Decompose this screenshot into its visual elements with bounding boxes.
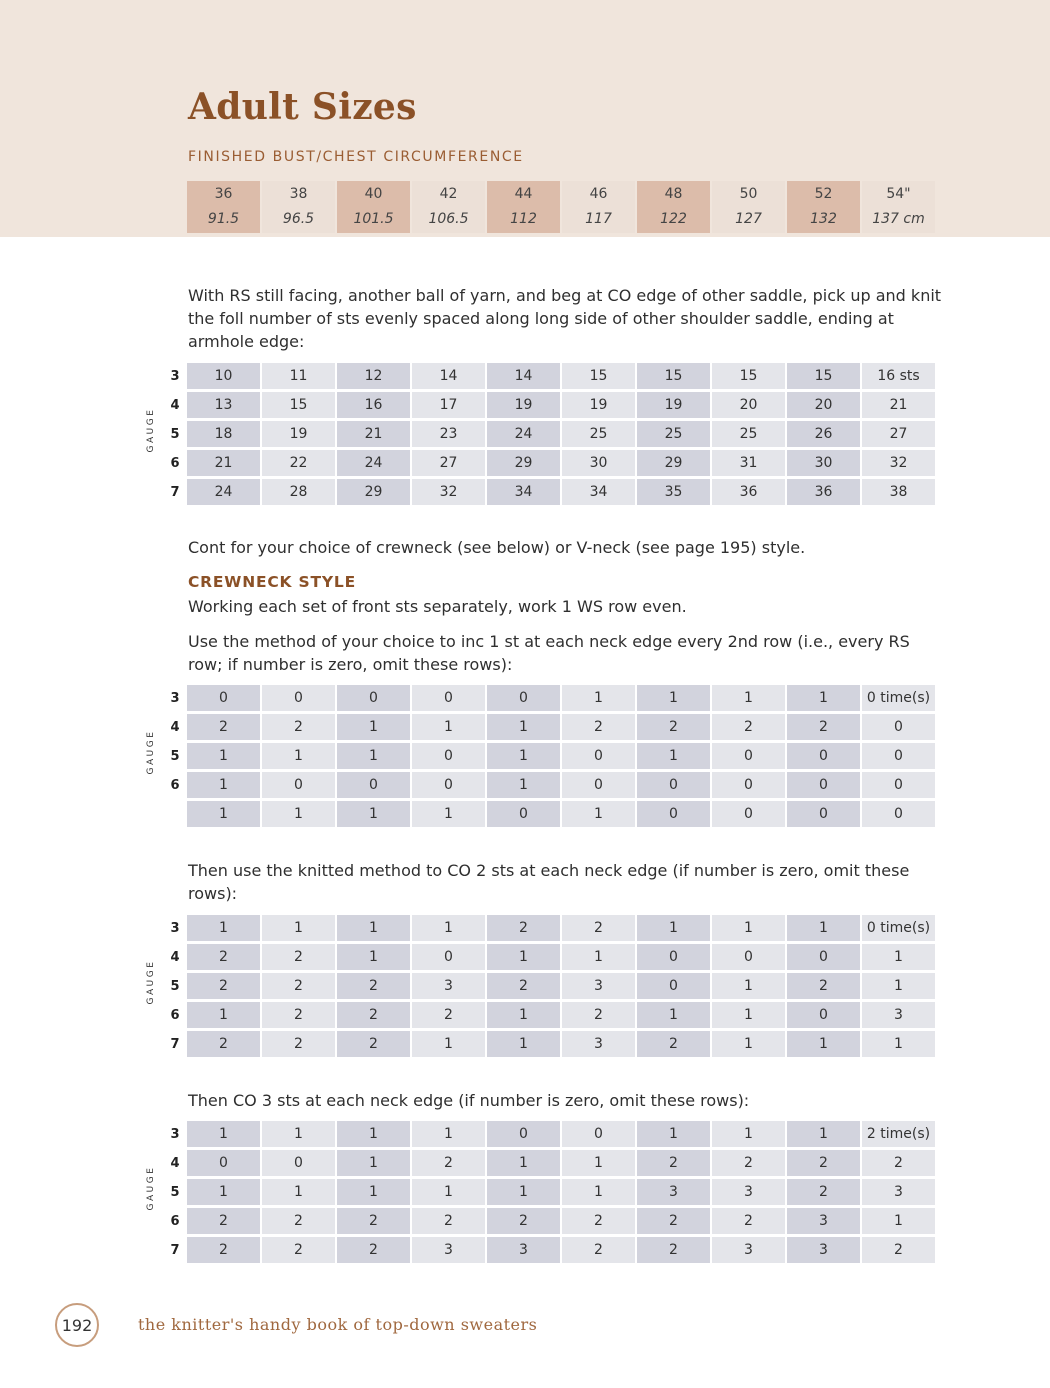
table-cell: 1 xyxy=(262,743,335,769)
gauge-row-label: 5 xyxy=(170,426,180,442)
table-cell: 3 xyxy=(562,973,635,999)
table-cell: 1 xyxy=(637,1002,710,1028)
table-cell: 3 xyxy=(712,1179,785,1205)
table-cell: 2 xyxy=(187,1031,260,1057)
table-cell: 1 xyxy=(787,915,860,941)
table-cell: 15 xyxy=(787,363,860,389)
table-cell: 1 xyxy=(412,801,485,827)
gauge-row-label: 4 xyxy=(170,949,180,965)
size-cell xyxy=(412,181,485,233)
gauge-row-label: 6 xyxy=(170,777,180,793)
size-cm: 122 xyxy=(660,211,687,227)
table-row xyxy=(165,973,935,999)
gauge-row-label: 3 xyxy=(170,1126,180,1142)
instruction-pickup: With RS still facing, another ball of yarn, and beg at CO edge of other saddle, pick up and knit the foll number of sts evenly spaced along long side of other shoulder saddle, ending at armhole edge: xyxy=(188,286,942,351)
gauge-row-label: 5 xyxy=(170,978,180,994)
table-cell: 0 xyxy=(337,685,410,711)
gauge-row-label: 6 xyxy=(170,1007,180,1023)
table-cell: 0 xyxy=(487,801,560,827)
table-cell: 15 xyxy=(712,363,785,389)
table-cell: 22 xyxy=(262,450,335,476)
gauge-row-label: 4 xyxy=(170,719,180,735)
table-cell: 3 xyxy=(412,1237,485,1263)
table-cell: 3 xyxy=(787,1237,860,1263)
table-cell: 0 xyxy=(187,1150,260,1176)
table-cell: 2 xyxy=(712,714,785,740)
table-cell: 1 xyxy=(412,1031,485,1057)
table-cell: 0 xyxy=(712,944,785,970)
table-cell: 36 xyxy=(787,479,860,505)
gauge-row-label: 5 xyxy=(170,1184,180,1200)
table-cell: 1 xyxy=(187,915,260,941)
table-cell: 3 xyxy=(862,1002,935,1028)
gauge-label: GAUGE xyxy=(146,407,156,453)
table-cell: 13 xyxy=(187,392,260,418)
table-cell: 2 xyxy=(412,1002,485,1028)
table-cell: 2 xyxy=(187,1208,260,1234)
table-cell: 2 xyxy=(262,714,335,740)
table-cell: 19 xyxy=(487,392,560,418)
gauge-label: GAUGE xyxy=(146,959,156,1005)
table-cell: 2 xyxy=(562,1237,635,1263)
gauge-table-inc xyxy=(163,682,937,830)
book-title: the knitter's handy book of top-down sweaters xyxy=(138,1315,538,1334)
table-cell: 1 xyxy=(562,1179,635,1205)
page-number xyxy=(55,1303,99,1347)
table-cell: 1 xyxy=(562,685,635,711)
table-cell: 2 xyxy=(712,1208,785,1234)
table-cell: 2 xyxy=(562,1208,635,1234)
gauge-row-label: 6 xyxy=(170,455,180,471)
table-cell: 2 xyxy=(637,1208,710,1234)
gauge-row-label: 3 xyxy=(170,920,180,936)
table-row xyxy=(165,1002,935,1028)
table-cell: 1 xyxy=(337,944,410,970)
size-inches: 42 xyxy=(439,186,458,202)
size-cm: 127 xyxy=(735,211,762,227)
table-row xyxy=(165,915,935,941)
table-cell: 34 xyxy=(562,479,635,505)
table-cell: 2 xyxy=(562,714,635,740)
table-cell: 27 xyxy=(862,421,935,447)
gauge-table-pickup xyxy=(163,360,937,508)
table-row xyxy=(165,685,935,711)
table-row xyxy=(165,1237,935,1263)
table-cell: 1 xyxy=(787,1031,860,1057)
size-cm: 117 xyxy=(585,211,612,227)
table-cell: 2 xyxy=(787,1150,860,1176)
gauge-row-label: 5 xyxy=(170,748,180,764)
size-inches: 44 xyxy=(514,186,533,202)
table-cell: 1 xyxy=(337,714,410,740)
size-cm: 137 cm xyxy=(872,211,925,227)
table-cell: 1 xyxy=(412,1179,485,1205)
table-cell: 1 xyxy=(562,801,635,827)
table-cell: 1 xyxy=(187,772,260,798)
table-cell: 16 sts xyxy=(862,363,935,389)
table-row xyxy=(165,479,935,505)
table-cell: 1 xyxy=(262,1179,335,1205)
size-inches: 40 xyxy=(364,186,383,202)
table-cell: 2 xyxy=(637,1237,710,1263)
table-cell: 15 xyxy=(262,392,335,418)
table-cell: 0 xyxy=(262,772,335,798)
table-cell: 0 time(s) xyxy=(862,915,935,941)
table-cell: 0 xyxy=(712,743,785,769)
table-row xyxy=(165,801,935,827)
table-cell: 1 xyxy=(187,801,260,827)
size-cell xyxy=(862,181,935,233)
table-cell: 1 xyxy=(787,685,860,711)
size-inches: 36 xyxy=(214,186,233,202)
gauge-row-label: 3 xyxy=(170,690,180,706)
table-cell: 1 xyxy=(862,1208,935,1234)
table-cell: 0 xyxy=(337,772,410,798)
table-cell: 1 xyxy=(862,1031,935,1057)
table-cell: 1 xyxy=(712,1002,785,1028)
table-cell: 1 xyxy=(637,743,710,769)
table-cell: 1 xyxy=(337,801,410,827)
table-cell: 2 xyxy=(262,1002,335,1028)
table-cell: 1 xyxy=(187,743,260,769)
table-row xyxy=(165,1208,935,1234)
table-cell: 3 xyxy=(412,973,485,999)
table-cell: 19 xyxy=(637,392,710,418)
table-cell: 1 xyxy=(487,772,560,798)
gauge-row-label: 7 xyxy=(170,1242,180,1258)
instruction-co3: Then CO 3 sts at each neck edge (if number is zero, omit these rows): xyxy=(188,1091,750,1110)
table-cell: 3 xyxy=(487,1237,560,1263)
size-table xyxy=(185,181,937,233)
table-cell: 2 xyxy=(262,1208,335,1234)
table-cell: 2 xyxy=(187,714,260,740)
size-inches: 54" xyxy=(886,186,911,202)
size-inches: 46 xyxy=(589,186,608,202)
table-row xyxy=(165,450,935,476)
table-cell: 2 xyxy=(262,944,335,970)
table-cell: 0 xyxy=(787,1002,860,1028)
gauge-row-label: 7 xyxy=(170,484,180,500)
table-cell: 28 xyxy=(262,479,335,505)
table-row xyxy=(165,363,935,389)
table-cell: 2 xyxy=(787,714,860,740)
table-cell: 15 xyxy=(562,363,635,389)
table-cell: 0 xyxy=(787,801,860,827)
table-cell: 0 xyxy=(487,1121,560,1147)
table-cell: 34 xyxy=(487,479,560,505)
table-row xyxy=(165,1179,935,1205)
size-cell xyxy=(712,181,785,233)
size-cell xyxy=(787,181,860,233)
page-number-text: 192 xyxy=(61,1315,93,1335)
table-cell: 2 xyxy=(637,714,710,740)
table-cell: 2 xyxy=(862,1150,935,1176)
table-cell: 1 xyxy=(337,915,410,941)
table-cell: 0 time(s) xyxy=(862,685,935,711)
table-cell: 1 xyxy=(412,1121,485,1147)
size-cell xyxy=(637,181,710,233)
table-cell: 19 xyxy=(562,392,635,418)
table-cell: 1 xyxy=(487,1031,560,1057)
size-inches: 48 xyxy=(664,186,683,202)
crewneck-heading: CREWNECK STYLE xyxy=(188,573,356,591)
size-cm: 96.5 xyxy=(282,211,315,227)
table-cell: 3 xyxy=(862,1179,935,1205)
table-cell: 1 xyxy=(562,944,635,970)
table-cell: 21 xyxy=(862,392,935,418)
table-cell: 14 xyxy=(412,363,485,389)
table-cell: 0 xyxy=(787,772,860,798)
table-cell: 2 xyxy=(787,1179,860,1205)
table-cell: 0 xyxy=(862,743,935,769)
table-cell: 2 xyxy=(337,1002,410,1028)
table-cell: 29 xyxy=(487,450,560,476)
table-cell: 2 xyxy=(337,1031,410,1057)
table-cell: 26 xyxy=(787,421,860,447)
table-row xyxy=(165,743,935,769)
instruction-ws-row: Working each set of front sts separately, work 1 WS row even. xyxy=(188,597,687,616)
table-cell: 0 xyxy=(412,685,485,711)
table-cell: 2 xyxy=(562,915,635,941)
table-cell: 1 xyxy=(337,1150,410,1176)
gauge-table-co3 xyxy=(163,1118,937,1266)
table-cell: 3 xyxy=(562,1031,635,1057)
table-cell: 1 xyxy=(262,801,335,827)
table-cell: 2 xyxy=(712,1150,785,1176)
table-cell: 2 xyxy=(862,1237,935,1263)
size-subtitle: FINISHED BUST/CHEST CIRCUMFERENCE xyxy=(188,149,524,165)
size-cm: 101.5 xyxy=(353,211,394,227)
size-cm: 91.5 xyxy=(207,211,240,227)
table-cell: 1 xyxy=(712,915,785,941)
table-cell: 0 xyxy=(562,772,635,798)
table-cell: 1 xyxy=(787,1121,860,1147)
table-cell: 1 xyxy=(487,714,560,740)
table-cell: 2 xyxy=(412,1208,485,1234)
table-cell: 2 xyxy=(487,973,560,999)
table-cell: 1 xyxy=(262,1121,335,1147)
table-cell: 0 xyxy=(562,1121,635,1147)
table-cell: 0 xyxy=(562,743,635,769)
table-row xyxy=(165,1150,935,1176)
table-cell: 3 xyxy=(787,1208,860,1234)
gauge-row-label: 7 xyxy=(170,1036,180,1052)
table-cell: 1 xyxy=(337,743,410,769)
instruction-co2: Then use the knitted method to CO 2 sts at each neck edge (if number is zero, omit these rows): xyxy=(188,861,910,903)
size-inches: 38 xyxy=(289,186,308,202)
table-cell: 1 xyxy=(487,743,560,769)
table-cell: 1 xyxy=(637,685,710,711)
table-cell: 16 xyxy=(337,392,410,418)
table-cell: 25 xyxy=(712,421,785,447)
table-cell: 2 xyxy=(787,973,860,999)
size-inches: 52 xyxy=(814,186,833,202)
table-cell: 0 xyxy=(787,743,860,769)
table-cell: 15 xyxy=(637,363,710,389)
size-cm: 112 xyxy=(510,211,537,227)
table-cell: 2 xyxy=(562,1002,635,1028)
table-cell: 25 xyxy=(562,421,635,447)
table-cell: 1 xyxy=(487,944,560,970)
table-cell: 38 xyxy=(862,479,935,505)
table-cell: 2 xyxy=(487,915,560,941)
table-cell: 2 xyxy=(262,1237,335,1263)
gauge-row-label xyxy=(165,801,185,827)
table-cell: 2 xyxy=(262,973,335,999)
table-cell: 32 xyxy=(862,450,935,476)
table-cell: 1 xyxy=(187,1121,260,1147)
page-title: Adult Sizes xyxy=(188,86,417,128)
table-cell: 1 xyxy=(337,1179,410,1205)
table-cell: 1 xyxy=(562,1150,635,1176)
table-cell: 14 xyxy=(487,363,560,389)
table-cell: 1 xyxy=(862,944,935,970)
table-cell: 24 xyxy=(337,450,410,476)
table-cell: 23 xyxy=(412,421,485,447)
table-row xyxy=(165,714,935,740)
table-cell: 1 xyxy=(487,1002,560,1028)
table-row xyxy=(165,421,935,447)
table-cell: 2 xyxy=(187,973,260,999)
table-cell: 30 xyxy=(787,450,860,476)
table-cell: 2 xyxy=(187,944,260,970)
table-cell: 0 xyxy=(262,685,335,711)
table-cell: 19 xyxy=(262,421,335,447)
table-cell: 2 time(s) xyxy=(862,1121,935,1147)
table-cell: 0 xyxy=(412,944,485,970)
table-cell: 12 xyxy=(337,363,410,389)
instruction-inc: Use the method of your choice to inc 1 st at each neck edge every 2nd row (i.e., every RS row; if number is zero, omit these rows): xyxy=(188,632,910,674)
table-cell: 2 xyxy=(637,1031,710,1057)
table-cell: 1 xyxy=(637,1121,710,1147)
table-cell: 1 xyxy=(712,1031,785,1057)
table-cell: 20 xyxy=(787,392,860,418)
table-cell: 31 xyxy=(712,450,785,476)
gauge-row-label: 6 xyxy=(170,1213,180,1229)
table-cell: 2 xyxy=(337,1208,410,1234)
table-cell: 1 xyxy=(337,1121,410,1147)
table-cell: 24 xyxy=(187,479,260,505)
table-cell: 10 xyxy=(187,363,260,389)
table-cell: 29 xyxy=(637,450,710,476)
table-cell: 2 xyxy=(187,1237,260,1263)
table-cell: 21 xyxy=(187,450,260,476)
table-cell: 0 xyxy=(637,944,710,970)
table-cell: 0 xyxy=(412,772,485,798)
table-cell: 36 xyxy=(712,479,785,505)
gauge-row-label: 4 xyxy=(170,1155,180,1171)
table-cell: 27 xyxy=(412,450,485,476)
table-cell: 1 xyxy=(862,973,935,999)
table-cell: 11 xyxy=(262,363,335,389)
table-cell: 0 xyxy=(637,801,710,827)
table-cell: 24 xyxy=(487,421,560,447)
table-cell: 0 xyxy=(787,944,860,970)
table-cell: 2 xyxy=(337,973,410,999)
size-cell xyxy=(337,181,410,233)
table-cell: 1 xyxy=(712,973,785,999)
table-cell: 17 xyxy=(412,392,485,418)
table-cell: 0 xyxy=(712,801,785,827)
table-cell: 0 xyxy=(862,772,935,798)
table-cell: 21 xyxy=(337,421,410,447)
table-cell: 0 xyxy=(862,714,935,740)
table-cell: 2 xyxy=(412,1150,485,1176)
table-cell: 1 xyxy=(187,1002,260,1028)
table-cell: 2 xyxy=(337,1237,410,1263)
table-cell: 1 xyxy=(712,685,785,711)
table-cell: 1 xyxy=(487,1150,560,1176)
table-cell: 2 xyxy=(487,1208,560,1234)
size-cell xyxy=(562,181,635,233)
size-cm: 106.5 xyxy=(428,211,469,227)
gauge-table-co2 xyxy=(163,912,937,1060)
instruction-style-choice: Cont for your choice of crewneck (see below) or V-neck (see page 195) style. xyxy=(188,538,806,557)
table-cell: 2 xyxy=(637,1150,710,1176)
table-cell: 0 xyxy=(637,772,710,798)
size-cm: 132 xyxy=(810,211,837,227)
table-row xyxy=(165,1121,935,1147)
table-cell: 0 xyxy=(637,973,710,999)
table-row xyxy=(165,772,935,798)
table-cell: 18 xyxy=(187,421,260,447)
gauge-row-label: 4 xyxy=(170,397,180,413)
size-cell xyxy=(262,181,335,233)
table-cell: 1 xyxy=(712,1121,785,1147)
table-cell: 0 xyxy=(412,743,485,769)
table-cell: 3 xyxy=(637,1179,710,1205)
table-row xyxy=(165,1031,935,1057)
table-cell: 0 xyxy=(187,685,260,711)
table-cell: 30 xyxy=(562,450,635,476)
table-cell: 35 xyxy=(637,479,710,505)
table-cell: 2 xyxy=(262,1031,335,1057)
table-row xyxy=(165,944,935,970)
table-cell: 0 xyxy=(862,801,935,827)
table-row xyxy=(165,392,935,418)
gauge-row-label: 3 xyxy=(170,368,180,384)
size-inches: 50 xyxy=(739,186,758,202)
table-cell: 1 xyxy=(262,915,335,941)
size-cell xyxy=(487,181,560,233)
table-cell: 1 xyxy=(487,1179,560,1205)
table-cell: 1 xyxy=(637,915,710,941)
gauge-label: GAUGE xyxy=(146,1165,156,1211)
table-cell: 3 xyxy=(712,1237,785,1263)
table-cell: 32 xyxy=(412,479,485,505)
table-cell: 0 xyxy=(262,1150,335,1176)
table-cell: 29 xyxy=(337,479,410,505)
size-cell xyxy=(187,181,260,233)
table-cell: 25 xyxy=(637,421,710,447)
table-cell: 1 xyxy=(412,915,485,941)
table-cell: 0 xyxy=(487,685,560,711)
table-cell: 1 xyxy=(187,1179,260,1205)
table-cell: 20 xyxy=(712,392,785,418)
table-cell: 1 xyxy=(412,714,485,740)
table-cell: 0 xyxy=(712,772,785,798)
gauge-label: GAUGE xyxy=(146,729,156,775)
